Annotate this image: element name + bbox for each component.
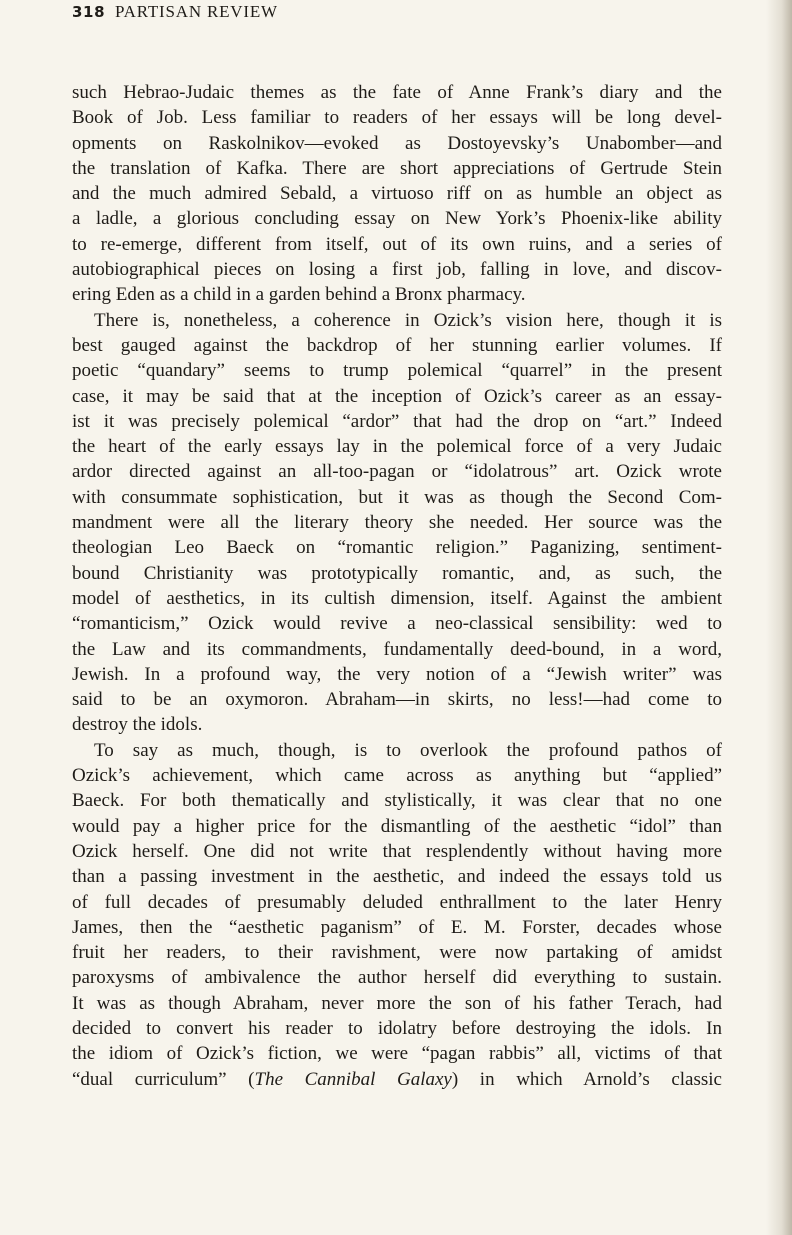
text-line: the idiom of Ozick’s fiction, we were “pagan rabbis” all, victims of that bbox=[72, 1043, 722, 1065]
text-line: model of aesthetics, in its cultish dimension, itself. Against the ambient bbox=[72, 587, 722, 609]
text-line: “romanticism,” Ozick would revive a neo-classical sensibility: wed to bbox=[72, 613, 722, 635]
paragraph bbox=[72, 308, 722, 738]
text-line: said to be an oxymoron. Abraham—in skirts, no less!—had come to bbox=[72, 689, 722, 711]
text-line: and the much admired Sebald, a virtuoso riff on as humble an object as bbox=[72, 183, 722, 205]
journal-title: PARTISAN REVIEW bbox=[114, 2, 278, 21]
text-line: autobiographical pieces on losing a first job, falling in love, and discov- bbox=[72, 259, 722, 281]
text-line: best gauged against the backdrop of her stunning earlier volumes. If bbox=[72, 334, 722, 356]
paragraph bbox=[72, 738, 722, 1092]
text-line bbox=[72, 1067, 722, 1092]
text-line: poetic “quandary” seems to trump polemical “quarrel” in the present bbox=[72, 360, 722, 382]
text-segment: ) in which Arnold’s classic bbox=[451, 1068, 722, 1090]
text-line: theologian Leo Baeck on “romantic religion.” Paganizing, sentiment- bbox=[72, 537, 722, 559]
running-head bbox=[72, 2, 278, 22]
text-line: the heart of the early essays lay in the polemical force of a very Judaic bbox=[72, 436, 722, 458]
text-line: James, then the “aesthetic paganism” of E. M. Forster, decades whose bbox=[72, 916, 722, 938]
book-title-italic: The Cannibal Galaxy bbox=[254, 1068, 452, 1090]
text-line: Ozick herself. One did not write that resplendently without having more bbox=[72, 840, 722, 862]
text-line: ist it was precisely polemical “ardor” that had the drop on “art.” Indeed bbox=[72, 410, 722, 432]
text-line: To say as much, though, is to overlook the profound pathos of bbox=[94, 739, 722, 761]
text-line: with consummate sophistication, but it was as though the Second Com- bbox=[72, 486, 722, 508]
text-line: than a passing investment in the aesthetic, and indeed the essays told us bbox=[72, 866, 722, 888]
text-line: a ladle, a glorious concluding essay on New York’s Phoenix-like ability bbox=[72, 208, 722, 230]
text-line: of full decades of presumably deluded enthrallment to the later Henry bbox=[72, 891, 722, 913]
text-line: Book of Job. Less familiar to readers of her essays will be long devel- bbox=[72, 107, 722, 129]
text-line: case, it may be said that at the inception of Ozick’s career as an essay- bbox=[72, 385, 722, 407]
page-edge-shadow bbox=[766, 0, 792, 1235]
text-line: There is, nonetheless, a coherence in Ozick’s vision here, though it is bbox=[94, 309, 722, 331]
text-line: opments on Raskolnikov—evoked as Dostoyevsky’s Unabomber—and bbox=[72, 132, 722, 154]
text-line: ardor directed against an all-too-pagan or “idolatrous” art. Ozick wrote bbox=[72, 461, 722, 483]
text-line: the translation of Kafka. There are short appreciations of Gertrude Stein bbox=[72, 157, 722, 179]
text-line: Baeck. For both thematically and stylistically, it was clear that no one bbox=[72, 790, 722, 812]
text-line: It was as though Abraham, never more the son of his father Terach, had bbox=[72, 992, 722, 1014]
text-segment: “dual curriculum” ( bbox=[72, 1068, 255, 1090]
text-line: fruit her readers, to their ravishment, were now partaking of amidst bbox=[72, 942, 722, 964]
text-line: ering Eden as a child in a garden behind a Bronx pharmacy. bbox=[72, 284, 526, 306]
body-text bbox=[72, 80, 722, 1092]
text-line: Jewish. In a profound way, the very notion of a “Jewish writer” was bbox=[72, 663, 722, 685]
text-line: paroxysms of ambivalence the author herself did everything to sustain. bbox=[72, 967, 722, 989]
text-line: to re-emerge, different from itself, out of its own ruins, and a series of bbox=[72, 233, 722, 255]
page-number: 318 bbox=[72, 3, 106, 21]
text-line: destroy the idols. bbox=[72, 714, 203, 736]
text-line: decided to convert his reader to idolatry before destroying the idols. In bbox=[72, 1017, 722, 1039]
paragraph bbox=[72, 80, 722, 308]
text-line: would pay a higher price for the dismantling of the aesthetic “idol” than bbox=[72, 815, 722, 837]
text-line: mandment were all the literary theory she needed. Her source was the bbox=[72, 512, 722, 534]
text-line: bound Christianity was prototypically romantic, and, as such, the bbox=[72, 562, 722, 584]
text-line: Ozick’s achievement, which came across as anything but “applied” bbox=[72, 765, 722, 787]
text-line: the Law and its commandments, fundamentally deed-bound, in a word, bbox=[72, 638, 722, 660]
text-line: such Hebrao-Judaic themes as the fate of Anne Frank’s diary and the bbox=[72, 82, 722, 103]
